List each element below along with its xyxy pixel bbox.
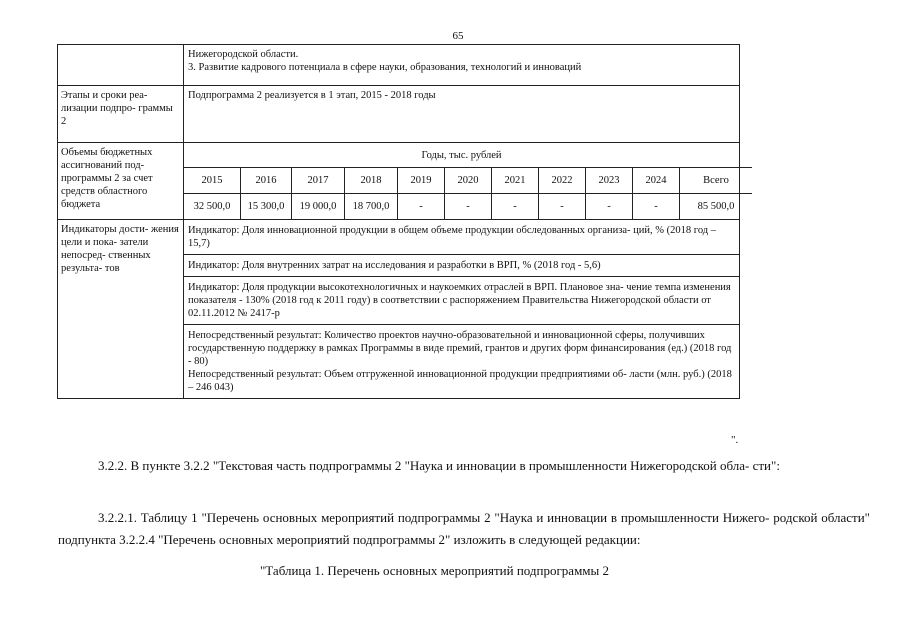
table-cell-empty	[58, 45, 184, 86]
budget-value-cell: 18 700,0	[345, 194, 398, 220]
text-line: Нижегородской области.	[188, 49, 299, 60]
table-cell	[184, 45, 740, 86]
budget-year-cell: 2023	[586, 168, 633, 194]
table-row	[58, 220, 740, 399]
closing-quote: ".	[731, 434, 739, 446]
budget-value-cell: 19 000,0	[292, 194, 345, 220]
budget-year-cell: 2024	[633, 168, 680, 194]
text-line: 3. Развитие кадрового потенциала в сфере науки, образования, технологий и инноваций	[188, 62, 582, 73]
row-label-stages: Этапы и сроки реа- лизации подпро- граммы 2	[58, 86, 184, 143]
budget-year-cell: Всего	[680, 168, 753, 194]
result-text: Непосредственный результат: Объем отгруженной инновационной продукции предприятиями об- ласти (млн. руб.) (2018 – 246 043)	[188, 369, 732, 393]
indicator-item: Индикатор: Доля внутренних затрат на исследования и разработки в ВРП, % (2018 год - 5,6)	[184, 255, 739, 277]
budget-year-cell: 2020	[445, 168, 492, 194]
budget-value-cell: -	[398, 194, 445, 220]
budget-year-cell: 2018	[345, 168, 398, 194]
indicator-item: Индикатор: Доля продукции высокотехнологичных и наукоемких отраслей в ВРП. Плановое зна- чение темпа изменения показателя - 130% (2018 год к 2011 году) в соответствии с распоряжением Правительства Нижегородской области от 02.11.2012 № 2417-р	[184, 277, 739, 325]
budget-year-cell: 2022	[539, 168, 586, 194]
table-row	[58, 45, 740, 86]
budget-year-cell: 2017	[292, 168, 345, 194]
indicator-item: Индикатор: Доля инновационной продукции в общем объеме продукции обследованных организа- ций, % (2018 год – 15,7)	[184, 220, 739, 255]
paragraph: 3.2.2.1. Таблицу 1 "Перечень основных мероприятий подпрограммы 2 "Наука и инновации в промышленности Нижего- родской области" подпункта 3.2.2.4 "Перечень основных мероприятий подпрограммы 2" изложить в следующей редакции:	[58, 510, 870, 547]
budget-value-cell: -	[586, 194, 633, 220]
row-value-stages: Подпрограмма 2 реализуется в 1 этап, 2015 - 2018 годы	[184, 86, 740, 143]
row-label-budget: Объемы бюджетных ассигнований под- программы 2 за счет средств областного бюджета	[58, 143, 184, 220]
budget-value-cell: 85 500,0	[680, 194, 753, 220]
result-text: Непосредственный результат: Количество проектов научно-образовательной и инновационной сферы, получивших государственную поддержку в рамках Программы в виде премий, грантов и других форм финансирования (ед.) (2018 год - 80)	[188, 330, 732, 367]
indicator-item	[184, 325, 739, 398]
page-number: 65	[452, 30, 464, 42]
budget-caption: Годы, тыс. рублей	[421, 150, 502, 161]
budget-value-cell: 32 500,0	[184, 194, 241, 220]
budget-year-cell: 2015	[184, 168, 241, 194]
row-label-indicators: Индикаторы дости- жения цели и пока- затели непосред- ственных результа- тов	[58, 220, 184, 399]
table-row	[58, 143, 740, 220]
table-caption: "Таблица 1. Перечень основных мероприятий подпрограммы 2	[260, 563, 610, 578]
indicators-cell	[184, 220, 740, 399]
budget-value-cell: 15 300,0	[241, 194, 292, 220]
budget-year-cell: 2019	[398, 168, 445, 194]
paragraph: 3.2.2. В пункте 3.2.2 "Текстовая часть подпрограммы 2 "Наука и инновации в промышленности Нижегородской обла- сти":	[98, 458, 780, 473]
budget-value-cell: -	[445, 194, 492, 220]
budget-year-cell: 2021	[492, 168, 539, 194]
budget-values-row	[184, 194, 752, 220]
budget-year-cell: 2016	[241, 168, 292, 194]
budget-cell	[184, 143, 740, 220]
budget-value-cell: -	[539, 194, 586, 220]
budget-value-cell: -	[492, 194, 539, 220]
passport-table	[57, 44, 740, 399]
budget-table	[184, 167, 752, 219]
budget-value-cell: -	[633, 194, 680, 220]
table-row	[58, 86, 740, 143]
budget-years-row	[184, 168, 752, 194]
